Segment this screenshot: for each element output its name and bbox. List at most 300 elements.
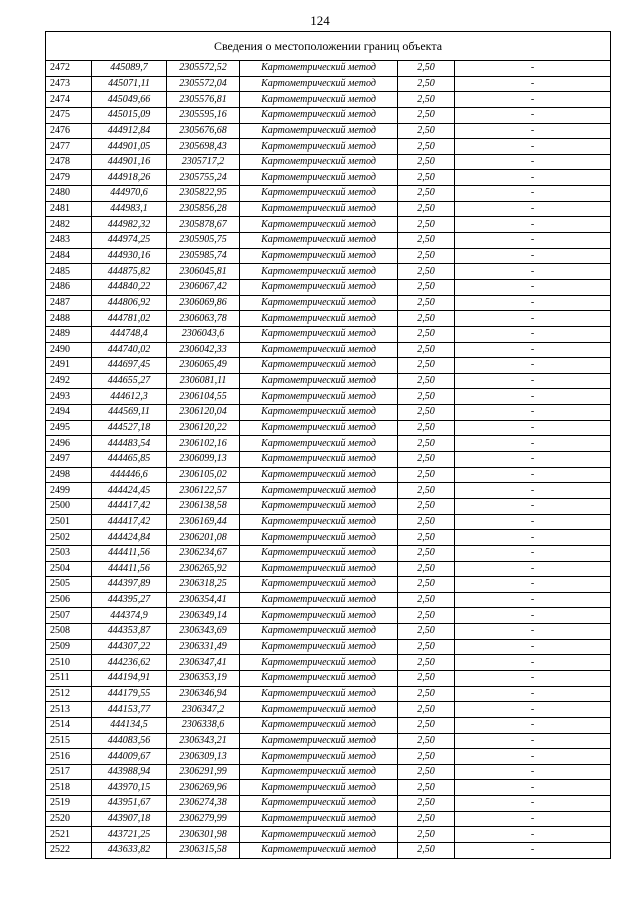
y-coordinate-cell: 2306104,55 [167,389,240,405]
description-cell: - [455,76,611,92]
y-coordinate-cell: 2305878,67 [167,217,240,233]
method-cell: Картометрический метод [240,295,398,311]
x-coordinate-cell: 444612,3 [92,389,167,405]
x-coordinate-cell: 444901,05 [92,139,167,155]
method-cell: Картометрический метод [240,514,398,530]
method-cell: Картометрический метод [240,61,398,77]
table-row [46,764,611,780]
accuracy-cell: 2,50 [398,530,455,546]
method-cell: Картометрический метод [240,405,398,421]
y-coordinate-cell: 2306063,78 [167,311,240,327]
point-number-cell: 2498 [46,467,92,483]
point-number-cell: 2518 [46,780,92,796]
point-number-cell: 2491 [46,358,92,374]
y-coordinate-cell: 2306331,49 [167,639,240,655]
method-cell: Картометрический метод [240,154,398,170]
description-cell: - [455,107,611,123]
point-number-cell: 2519 [46,796,92,812]
y-coordinate-cell: 2306301,98 [167,827,240,843]
method-cell: Картометрический метод [240,843,398,859]
method-cell: Картометрический метод [240,811,398,827]
description-cell: - [455,420,611,436]
x-coordinate-cell: 445049,66 [92,92,167,108]
description-cell: - [455,436,611,452]
point-number-cell: 2486 [46,279,92,295]
description-cell: - [455,467,611,483]
table-row [46,186,611,202]
method-cell: Картометрический метод [240,483,398,499]
accuracy-cell: 2,50 [398,139,455,155]
accuracy-cell: 2,50 [398,639,455,655]
method-cell: Картометрический метод [240,279,398,295]
description-cell: - [455,154,611,170]
x-coordinate-cell: 444655,27 [92,373,167,389]
point-number-cell: 2479 [46,170,92,186]
y-coordinate-cell: 2306279,99 [167,811,240,827]
point-number-cell: 2481 [46,201,92,217]
description-cell: - [455,452,611,468]
point-number-cell: 2497 [46,452,92,468]
x-coordinate-cell: 443633,82 [92,843,167,859]
point-number-cell: 2499 [46,483,92,499]
table-row [46,514,611,530]
y-coordinate-cell: 2306067,42 [167,279,240,295]
description-cell: - [455,530,611,546]
table-row [46,107,611,123]
point-number-cell: 2517 [46,764,92,780]
description-cell: - [455,733,611,749]
table-row [46,780,611,796]
x-coordinate-cell: 444483,54 [92,436,167,452]
x-coordinate-cell: 444697,45 [92,358,167,374]
table-title: Сведения о местоположении границ объекта [46,32,611,61]
accuracy-cell: 2,50 [398,624,455,640]
table-body [46,61,611,859]
table-row [46,326,611,342]
method-cell: Картометрический метод [240,702,398,718]
accuracy-cell: 2,50 [398,545,455,561]
accuracy-cell: 2,50 [398,592,455,608]
table-row [46,530,611,546]
y-coordinate-cell: 2306315,58 [167,843,240,859]
method-cell: Картометрический метод [240,733,398,749]
description-cell: - [455,702,611,718]
point-number-cell: 2510 [46,655,92,671]
y-coordinate-cell: 2306343,21 [167,733,240,749]
y-coordinate-cell: 2306169,44 [167,514,240,530]
table-row [46,827,611,843]
method-cell: Картометрический метод [240,686,398,702]
method-cell: Картометрический метод [240,592,398,608]
accuracy-cell: 2,50 [398,170,455,186]
table-row [46,170,611,186]
method-cell: Картометрический метод [240,76,398,92]
x-coordinate-cell: 444983,1 [92,201,167,217]
accuracy-cell: 2,50 [398,76,455,92]
description-cell: - [455,405,611,421]
point-number-cell: 2495 [46,420,92,436]
point-number-cell: 2473 [46,76,92,92]
description-cell: - [455,639,611,655]
table-row [46,92,611,108]
method-cell: Картометрический метод [240,248,398,264]
accuracy-cell: 2,50 [398,233,455,249]
point-number-cell: 2480 [46,186,92,202]
accuracy-cell: 2,50 [398,686,455,702]
method-cell: Картометрический метод [240,186,398,202]
x-coordinate-cell: 444527,18 [92,420,167,436]
y-coordinate-cell: 2306265,92 [167,561,240,577]
point-number-cell: 2508 [46,624,92,640]
description-cell: - [455,577,611,593]
method-cell: Картометрический метод [240,624,398,640]
accuracy-cell: 2,50 [398,702,455,718]
accuracy-cell: 2,50 [398,279,455,295]
accuracy-cell: 2,50 [398,264,455,280]
point-number-cell: 2482 [46,217,92,233]
table-row [46,608,611,624]
point-number-cell: 2474 [46,92,92,108]
point-number-cell: 2492 [46,373,92,389]
point-number-cell: 2521 [46,827,92,843]
point-number-cell: 2509 [46,639,92,655]
x-coordinate-cell: 443951,67 [92,796,167,812]
method-cell: Картометрический метод [240,358,398,374]
y-coordinate-cell: 2306338,6 [167,717,240,733]
description-cell: - [455,264,611,280]
accuracy-cell: 2,50 [398,248,455,264]
accuracy-cell: 2,50 [398,577,455,593]
table-row [46,264,611,280]
y-coordinate-cell: 2306042,33 [167,342,240,358]
x-coordinate-cell: 444974,25 [92,233,167,249]
description-cell: - [455,186,611,202]
description-cell: - [455,248,611,264]
x-coordinate-cell: 444446,6 [92,467,167,483]
accuracy-cell: 2,50 [398,61,455,77]
y-coordinate-cell: 2306346,94 [167,686,240,702]
table-row [46,655,611,671]
x-coordinate-cell: 444353,87 [92,624,167,640]
table-row [46,405,611,421]
y-coordinate-cell: 2305856,28 [167,201,240,217]
y-coordinate-cell: 2306122,57 [167,483,240,499]
y-coordinate-cell: 2306347,2 [167,702,240,718]
point-number-cell: 2503 [46,545,92,561]
x-coordinate-cell: 444411,56 [92,561,167,577]
accuracy-cell: 2,50 [398,811,455,827]
point-number-cell: 2478 [46,154,92,170]
x-coordinate-cell: 444806,92 [92,295,167,311]
method-cell: Картометрический метод [240,92,398,108]
table-row [46,702,611,718]
table-row [46,217,611,233]
y-coordinate-cell: 2306102,16 [167,436,240,452]
point-number-cell: 2522 [46,843,92,859]
method-cell: Картометрический метод [240,420,398,436]
point-number-cell: 2512 [46,686,92,702]
y-coordinate-cell: 2306343,69 [167,624,240,640]
description-cell: - [455,624,611,640]
description-cell: - [455,749,611,765]
point-number-cell: 2502 [46,530,92,546]
accuracy-cell: 2,50 [398,436,455,452]
description-cell: - [455,311,611,327]
point-number-cell: 2505 [46,577,92,593]
accuracy-cell: 2,50 [398,514,455,530]
x-coordinate-cell: 444083,56 [92,733,167,749]
y-coordinate-cell: 2306349,14 [167,608,240,624]
accuracy-cell: 2,50 [398,326,455,342]
table-row [46,670,611,686]
y-coordinate-cell: 2306065,49 [167,358,240,374]
method-cell: Картометрический метод [240,217,398,233]
accuracy-cell: 2,50 [398,608,455,624]
x-coordinate-cell: 444417,42 [92,498,167,514]
y-coordinate-cell: 2305595,16 [167,107,240,123]
accuracy-cell: 2,50 [398,420,455,436]
x-coordinate-cell: 444982,32 [92,217,167,233]
description-cell: - [455,170,611,186]
description-cell: - [455,201,611,217]
y-coordinate-cell: 2306318,25 [167,577,240,593]
point-number-cell: 2485 [46,264,92,280]
table-row [46,452,611,468]
method-cell: Картометрический метод [240,373,398,389]
accuracy-cell: 2,50 [398,405,455,421]
description-cell: - [455,295,611,311]
point-number-cell: 2520 [46,811,92,827]
accuracy-cell: 2,50 [398,561,455,577]
description-cell: - [455,233,611,249]
x-coordinate-cell: 444930,16 [92,248,167,264]
method-cell: Картометрический метод [240,764,398,780]
x-coordinate-cell: 444465,85 [92,452,167,468]
y-coordinate-cell: 2306201,08 [167,530,240,546]
description-cell: - [455,483,611,499]
x-coordinate-cell: 444912,84 [92,123,167,139]
table-row [46,342,611,358]
table-row [46,436,611,452]
table-row [46,467,611,483]
table-row [46,483,611,499]
method-cell: Картометрический метод [240,389,398,405]
x-coordinate-cell: 444397,89 [92,577,167,593]
y-coordinate-cell: 2306353,19 [167,670,240,686]
x-coordinate-cell: 445089,7 [92,61,167,77]
x-coordinate-cell: 444307,22 [92,639,167,655]
table-row [46,545,611,561]
description-cell: - [455,217,611,233]
x-coordinate-cell: 444901,16 [92,154,167,170]
point-number-cell: 2500 [46,498,92,514]
description-cell: - [455,61,611,77]
point-number-cell: 2515 [46,733,92,749]
table-row [46,686,611,702]
point-number-cell: 2472 [46,61,92,77]
point-number-cell: 2514 [46,717,92,733]
description-cell: - [455,139,611,155]
y-coordinate-cell: 2306269,96 [167,780,240,796]
y-coordinate-cell: 2305576,81 [167,92,240,108]
accuracy-cell: 2,50 [398,452,455,468]
accuracy-cell: 2,50 [398,655,455,671]
description-cell: - [455,796,611,812]
y-coordinate-cell: 2305985,74 [167,248,240,264]
page-number: 124 [310,13,330,28]
accuracy-cell: 2,50 [398,483,455,499]
y-coordinate-cell: 2305572,04 [167,76,240,92]
x-coordinate-cell: 444840,22 [92,279,167,295]
description-cell: - [455,670,611,686]
y-coordinate-cell: 2305755,24 [167,170,240,186]
x-coordinate-cell: 444395,27 [92,592,167,608]
table-title-row [46,32,611,61]
method-cell: Картометрический метод [240,170,398,186]
table-row [46,295,611,311]
accuracy-cell: 2,50 [398,311,455,327]
y-coordinate-cell: 2306291,99 [167,764,240,780]
table-row [46,420,611,436]
description-cell: - [455,655,611,671]
x-coordinate-cell: 444417,42 [92,514,167,530]
x-coordinate-cell: 444194,91 [92,670,167,686]
description-cell: - [455,92,611,108]
method-cell: Картометрический метод [240,655,398,671]
method-cell: Картометрический метод [240,827,398,843]
accuracy-cell: 2,50 [398,670,455,686]
accuracy-cell: 2,50 [398,107,455,123]
point-number-cell: 2476 [46,123,92,139]
x-coordinate-cell: 444009,67 [92,749,167,765]
accuracy-cell: 2,50 [398,733,455,749]
point-number-cell: 2489 [46,326,92,342]
method-cell: Картометрический метод [240,717,398,733]
table-row [46,279,611,295]
table-row [46,123,611,139]
x-coordinate-cell: 444179,55 [92,686,167,702]
table-row [46,311,611,327]
point-number-cell: 2475 [46,107,92,123]
x-coordinate-cell: 444236,62 [92,655,167,671]
x-coordinate-cell: 445071,11 [92,76,167,92]
method-cell: Картометрический метод [240,107,398,123]
table-row [46,373,611,389]
x-coordinate-cell: 444374,9 [92,608,167,624]
y-coordinate-cell: 2306069,86 [167,295,240,311]
accuracy-cell: 2,50 [398,498,455,514]
y-coordinate-cell: 2305698,43 [167,139,240,155]
accuracy-cell: 2,50 [398,749,455,765]
description-cell: - [455,561,611,577]
description-cell: - [455,608,611,624]
point-number-cell: 2484 [46,248,92,264]
description-cell: - [455,389,611,405]
y-coordinate-cell: 2305676,68 [167,123,240,139]
accuracy-cell: 2,50 [398,389,455,405]
table-row [46,389,611,405]
y-coordinate-cell: 2306105,02 [167,467,240,483]
point-number-cell: 2487 [46,295,92,311]
description-cell: - [455,780,611,796]
y-coordinate-cell: 2306120,22 [167,420,240,436]
description-cell: - [455,514,611,530]
y-coordinate-cell: 2305717,2 [167,154,240,170]
table-row [46,749,611,765]
method-cell: Картометрический метод [240,780,398,796]
table-row [46,811,611,827]
method-cell: Картометрический метод [240,577,398,593]
y-coordinate-cell: 2306234,67 [167,545,240,561]
point-number-cell: 2501 [46,514,92,530]
point-number-cell: 2511 [46,670,92,686]
x-coordinate-cell: 444748,4 [92,326,167,342]
accuracy-cell: 2,50 [398,717,455,733]
description-cell: - [455,592,611,608]
y-coordinate-cell: 2306099,13 [167,452,240,468]
point-number-cell: 2507 [46,608,92,624]
method-cell: Картометрический метод [240,796,398,812]
point-number-cell: 2494 [46,405,92,421]
table-row [46,498,611,514]
method-cell: Картометрический метод [240,452,398,468]
method-cell: Картометрический метод [240,545,398,561]
y-coordinate-cell: 2306347,41 [167,655,240,671]
point-number-cell: 2496 [46,436,92,452]
point-number-cell: 2490 [46,342,92,358]
table-row [46,233,611,249]
accuracy-cell: 2,50 [398,154,455,170]
table-row [46,592,611,608]
table-row [46,61,611,77]
x-coordinate-cell: 444918,26 [92,170,167,186]
point-number-cell: 2516 [46,749,92,765]
y-coordinate-cell: 2306354,41 [167,592,240,608]
table-row [46,201,611,217]
x-coordinate-cell: 444781,02 [92,311,167,327]
description-cell: - [455,342,611,358]
y-coordinate-cell: 2306138,58 [167,498,240,514]
accuracy-cell: 2,50 [398,186,455,202]
method-cell: Картометрический метод [240,326,398,342]
accuracy-cell: 2,50 [398,123,455,139]
accuracy-cell: 2,50 [398,827,455,843]
description-cell: - [455,545,611,561]
description-cell: - [455,827,611,843]
x-coordinate-cell: 444134,5 [92,717,167,733]
method-cell: Картометрический метод [240,311,398,327]
method-cell: Картометрический метод [240,342,398,358]
table-row [46,358,611,374]
y-coordinate-cell: 2305905,75 [167,233,240,249]
method-cell: Картометрический метод [240,561,398,577]
x-coordinate-cell: 444424,45 [92,483,167,499]
x-coordinate-cell: 444153,77 [92,702,167,718]
description-cell: - [455,498,611,514]
accuracy-cell: 2,50 [398,373,455,389]
point-number-cell: 2493 [46,389,92,405]
accuracy-cell: 2,50 [398,342,455,358]
accuracy-cell: 2,50 [398,201,455,217]
accuracy-cell: 2,50 [398,843,455,859]
table-row [46,139,611,155]
method-cell: Картометрический метод [240,123,398,139]
accuracy-cell: 2,50 [398,217,455,233]
table-row [46,624,611,640]
y-coordinate-cell: 2306043,6 [167,326,240,342]
x-coordinate-cell: 443907,18 [92,811,167,827]
description-cell: - [455,326,611,342]
